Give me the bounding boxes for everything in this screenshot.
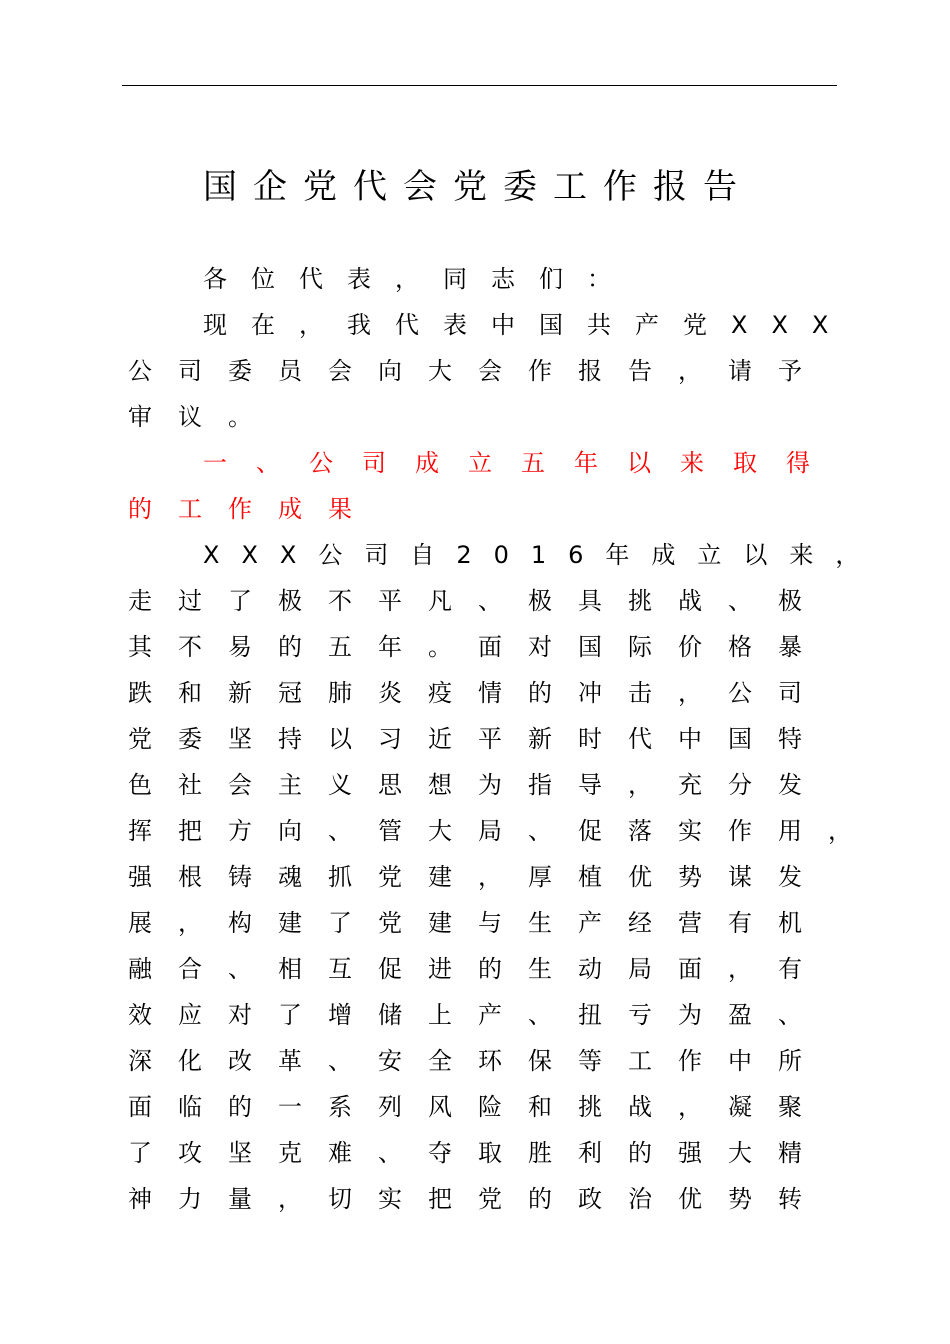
body-line: 审议。: [128, 403, 278, 431]
body-line: 挥把方向、管大局、促落实作用，: [128, 817, 878, 845]
body-line: 融合、相互促进的生动局面，有: [128, 955, 828, 983]
section-heading-line: 一、公司成立五年以来取得: [203, 449, 839, 477]
body-line: 效应对了增储上产、扭亏为盈、: [128, 1001, 828, 1029]
body-line: 强根铸魂抓党建，厚植优势谋发: [128, 863, 828, 891]
body-line: 面临的一系列风险和挑战，凝聚: [128, 1093, 828, 1121]
body-line: XXX公司自2016年成立以来，: [203, 541, 882, 569]
body-line: 跌和新冠肺炎疫情的冲击，公司: [128, 679, 828, 707]
section-heading-line: 的工作成果: [128, 495, 378, 523]
document-title: 国企党代会党委工作报告: [203, 167, 753, 207]
salutation-line: 各位代表，同志们：: [203, 265, 635, 293]
body-line: 其不易的五年。面对国际价格暴: [128, 633, 828, 661]
body-line: 了攻坚克难、夺取胜利的强大精: [128, 1139, 828, 1167]
header-rule: [122, 85, 837, 86]
body-line: 现在，我代表中国共产党XXX: [203, 311, 853, 339]
body-line: 神力量，切实把党的政治优势转: [128, 1185, 828, 1213]
body-line: 党委坚持以习近平新时代中国特: [128, 725, 828, 753]
body-line: 展，构建了党建与生产经营有机: [128, 909, 828, 937]
body-line: 深化改革、安全环保等工作中所: [128, 1047, 828, 1075]
body-line: 走过了极不平凡、极具挑战、极: [128, 587, 828, 615]
body-line: 色社会主义思想为指导，充分发: [128, 771, 828, 799]
body-line: 公司委员会向大会作报告，请予: [128, 357, 828, 385]
